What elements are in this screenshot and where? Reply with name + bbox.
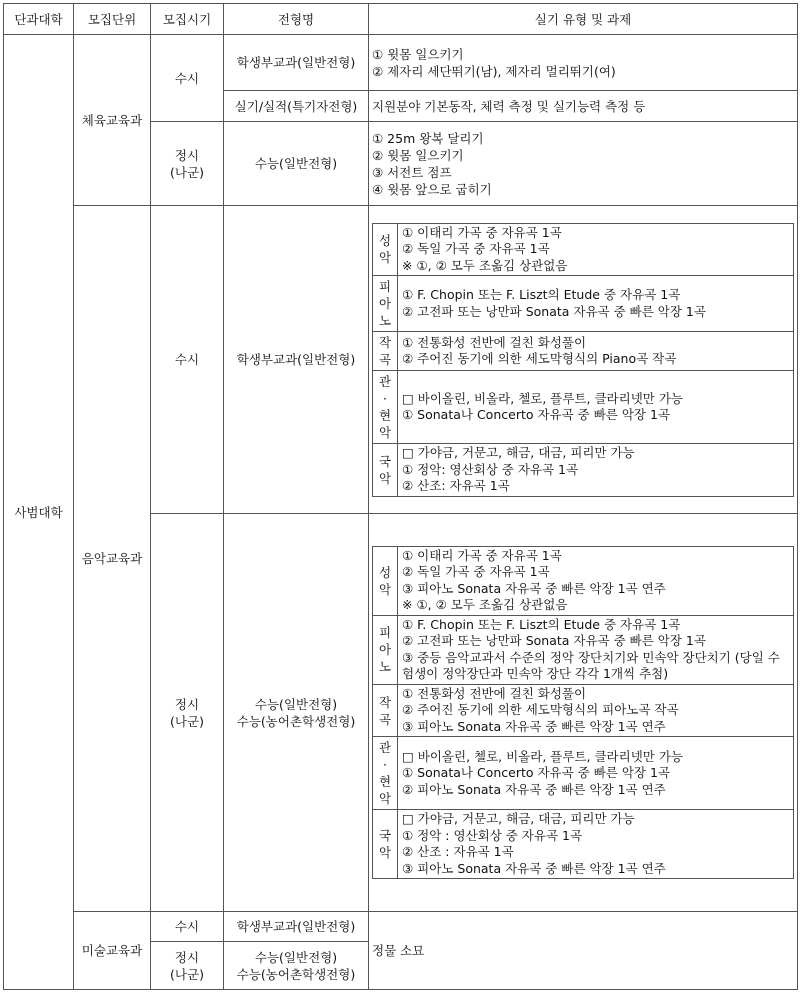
subtable-row bbox=[373, 684, 794, 737]
timing-line: 정시 bbox=[174, 696, 200, 712]
table-row bbox=[4, 206, 798, 514]
type-art-jeongsi bbox=[224, 942, 369, 990]
task-line: □ 가야금, 거문고, 해금, 대금, 피리만 가능 bbox=[402, 445, 635, 460]
task-line: ① 이태리 가곡 중 자유곡 1곡 bbox=[402, 224, 562, 240]
tasks-korean bbox=[398, 810, 794, 879]
subtable-row bbox=[373, 332, 794, 371]
tasks-music-jeongsi bbox=[369, 514, 798, 912]
label-voice: 성악 bbox=[373, 546, 398, 615]
label-korean: 국악 bbox=[373, 444, 398, 497]
timing-art-susi: 수시 bbox=[151, 912, 224, 942]
task-line: ② 고전파 또는 낭만파 Sonata 자유곡 중 빠른 악장 1곡 bbox=[402, 303, 706, 319]
timing-line: 정시 bbox=[174, 147, 200, 163]
task-line: ② 고전파 또는 낭만파 Sonata 자유곡 중 빠른 악장 1곡 bbox=[402, 633, 706, 649]
type-pe-jeongsi: 수능(일반전형) bbox=[224, 122, 369, 206]
subtable-row bbox=[373, 737, 794, 810]
subtable-row bbox=[373, 546, 794, 615]
type-pe-susi-general: 학생부교과(일반전형) bbox=[224, 35, 369, 91]
table-row bbox=[4, 912, 798, 942]
timing-line: (나군) bbox=[170, 713, 204, 729]
table-row bbox=[4, 35, 798, 91]
task-line: ② 제자리 세단뛰기(남), 제자리 멀리뛰기(여) bbox=[372, 63, 616, 79]
subtable-row bbox=[373, 371, 794, 444]
task-line: ③ 중등 음악교과서 수준의 정악 장단치기와 민속악 장단치기 (당일 수험생이 정악장단과 민속악 장단 각각 1개씩 추첨) bbox=[402, 649, 780, 682]
tasks-korean bbox=[398, 444, 794, 497]
label-voice: 성악 bbox=[373, 223, 398, 276]
task-line: ② 주어진 동기에 의한 세도막형식의 피아노곡 작곡 bbox=[402, 702, 679, 718]
type-line: 수능(농어촌학생전형) bbox=[236, 713, 356, 729]
tasks-strings bbox=[398, 737, 794, 810]
unit-music: 음악교육과 bbox=[74, 206, 151, 912]
music-susi-subtable bbox=[372, 223, 794, 497]
task-line: ② 윗몸 일으키기 bbox=[372, 147, 464, 163]
type-line: 수능(일반전형) bbox=[254, 696, 338, 712]
label-strings: 관·현악 bbox=[373, 371, 398, 444]
type-pe-susi-special: 실기/실적(특기자전형) bbox=[224, 91, 369, 122]
subtable-row bbox=[373, 615, 794, 684]
tasks-piano bbox=[398, 276, 794, 332]
type-music-jeongsi bbox=[224, 514, 369, 912]
label-composition: 작곡 bbox=[373, 332, 398, 371]
timing-line: 정시 bbox=[174, 949, 200, 965]
timing-music-jeongsi bbox=[151, 514, 224, 912]
timing-music-susi: 수시 bbox=[151, 206, 224, 514]
task-line: ① F. Chopin 또는 F. Liszt의 Etude 중 자유곡 1곡 bbox=[402, 287, 681, 302]
tasks-voice bbox=[398, 546, 794, 615]
task-line: ② 독일 가곡 중 자유곡 1곡 bbox=[402, 241, 550, 256]
timing-pe-susi: 수시 bbox=[151, 35, 224, 122]
task-line: ① 정악 : 영산회상 중 자유곡 1곡 bbox=[402, 827, 583, 843]
type-line: 수능(농어촌학생전형) bbox=[236, 966, 356, 982]
unit-pe: 체육교육과 bbox=[74, 35, 151, 206]
label-korean: 국악 bbox=[373, 810, 398, 879]
task-line: ② 피아노 Sonata 자유곡 중 빠른 악장 1곡 연주 bbox=[402, 781, 666, 797]
task-line: ① Sonata나 Concerto 자유곡 중 빠른 악장 1곡 bbox=[402, 765, 670, 780]
task-line: ④ 윗몸 앞으로 굽히기 bbox=[372, 181, 492, 197]
subtable-row bbox=[373, 276, 794, 332]
type-music-susi: 학생부교과(일반전형) bbox=[224, 206, 369, 514]
tasks-composition bbox=[398, 332, 794, 371]
label-composition: 작곡 bbox=[373, 684, 398, 737]
timing-art-jeongsi bbox=[151, 942, 224, 990]
type-art-susi: 학생부교과(일반전형) bbox=[224, 912, 369, 942]
task-line: ② 산조: 자유곡 1곡 bbox=[402, 478, 510, 493]
task-line: ① 전통화성 전반에 걸친 화성풀이 bbox=[402, 334, 587, 350]
header-row bbox=[4, 4, 798, 35]
subtable-row bbox=[373, 223, 794, 276]
task-line: ③ 피아노 Sonata 자유곡 중 빠른 악장 1곡 연주 bbox=[402, 718, 666, 734]
type-line: 수능(일반전형) bbox=[254, 949, 338, 965]
task-line: ※ ①, ② 모두 조옮김 상관없음 bbox=[402, 597, 568, 613]
tasks-voice bbox=[398, 223, 794, 276]
header-tasks: 실기 유형 및 과제 bbox=[369, 4, 798, 35]
task-line: ※ ①, ② 모두 조옮김 상관없음 bbox=[402, 257, 568, 273]
header-unit: 모집단위 bbox=[74, 4, 151, 35]
label-piano: 피아노 bbox=[373, 615, 398, 684]
unit-art: 미술교육과 bbox=[74, 912, 151, 990]
timing-pe-jeongsi bbox=[151, 122, 224, 206]
task-line: ③ 서전트 점프 bbox=[372, 164, 452, 180]
label-strings: 관·현악 bbox=[373, 737, 398, 810]
task-line: ① F. Chopin 또는 F. Liszt의 Etude 중 자유곡 1곡 bbox=[402, 616, 681, 632]
tasks-strings bbox=[398, 371, 794, 444]
timing-line: (나군) bbox=[170, 966, 204, 982]
timing-line: (나군) bbox=[170, 164, 204, 180]
task-line: 지원분야 기본동작, 체력 측정 및 실기능력 측정 등 bbox=[372, 98, 646, 114]
task-line: □ 가야금, 거문고, 해금, 대금, 피리만 가능 bbox=[402, 811, 635, 827]
tasks-art: 정물 소묘 bbox=[369, 912, 798, 990]
subtable-row bbox=[373, 810, 794, 879]
task-line: □ 바이올린, 첼로, 비올라, 플루트, 클라리넷만 가능 bbox=[402, 748, 683, 764]
college-cell: 사범대학 bbox=[4, 35, 74, 990]
tasks-pe-susi-general bbox=[369, 35, 798, 91]
admission-table bbox=[3, 3, 798, 990]
task-line: ① 이태리 가곡 중 자유곡 1곡 bbox=[402, 547, 562, 563]
tasks-piano bbox=[398, 615, 794, 684]
tasks-composition bbox=[398, 684, 794, 737]
header-timing: 모집시기 bbox=[151, 4, 224, 35]
task-line: ① Sonata나 Concerto 자유곡 중 빠른 악장 1곡 bbox=[402, 407, 670, 422]
task-line: □ 바이올린, 비올라, 첼로, 플루트, 클라리넷만 가능 bbox=[402, 390, 683, 406]
task-line: ③ 피아노 Sonata 자유곡 중 빠른 악장 1곡 연주 bbox=[402, 580, 666, 596]
tasks-pe-jeongsi bbox=[369, 122, 798, 206]
task-line: ② 산조 : 자유곡 1곡 bbox=[402, 844, 514, 860]
subtable-row bbox=[373, 444, 794, 497]
label-piano: 피아노 bbox=[373, 276, 398, 332]
task-line: ② 주어진 동기에 의한 세도막형식의 Piano곡 작곡 bbox=[402, 351, 677, 366]
task-line: ① 윗몸 일으키기 bbox=[372, 46, 464, 62]
task-line: ① 정악: 영산회상 중 자유곡 1곡 bbox=[402, 461, 579, 477]
task-line: ① 전통화성 전반에 걸친 화성풀이 bbox=[402, 685, 587, 701]
task-line: ③ 피아노 Sonata 자유곡 중 빠른 악장 1곡 연주 bbox=[402, 860, 666, 876]
header-college: 단과대학 bbox=[4, 4, 74, 35]
music-jeongsi-subtable bbox=[372, 546, 794, 880]
task-line: ② 독일 가곡 중 자유곡 1곡 bbox=[402, 564, 550, 580]
tasks-pe-susi-special bbox=[369, 91, 798, 122]
tasks-music-susi bbox=[369, 206, 798, 514]
header-type: 전형명 bbox=[224, 4, 369, 35]
task-line: ① 25m 왕복 달리기 bbox=[372, 130, 484, 146]
